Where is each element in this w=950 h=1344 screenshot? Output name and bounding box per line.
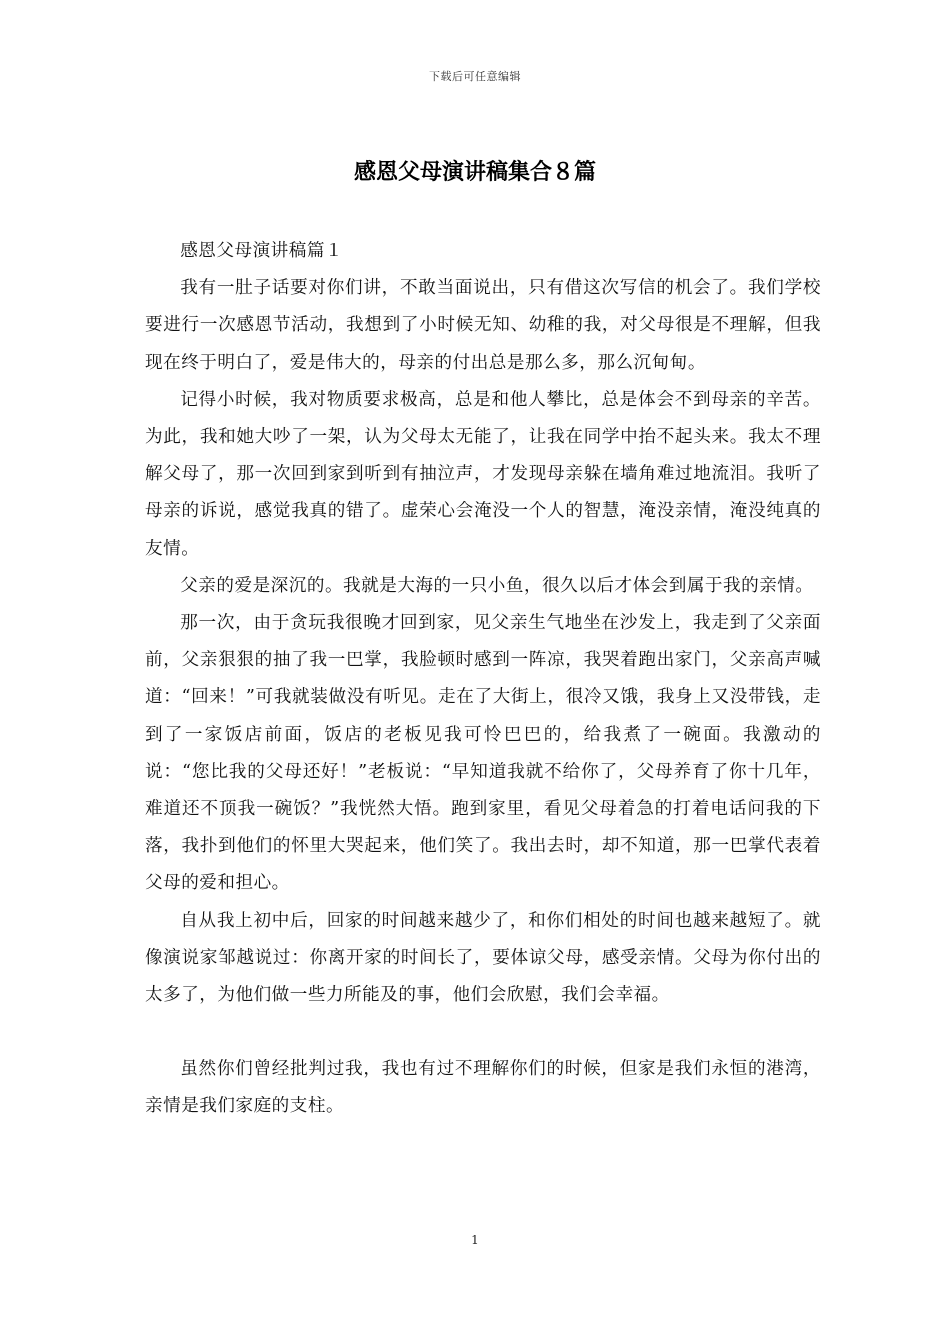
document-body xyxy=(145,233,821,1126)
paragraph: 那一次，由于贪玩我很晚才回到家，见父亲生气地坐在沙发上，我走到了父亲面前，父亲狠狠的抽了我一巴掌，我脸顿时感到一阵凉，我哭着跑出家门，父亲高声喊道：“回来！”可我就装做没有听见。走在了大街上，很冷又饿，我身上又没带钱，走到了一家饭店前面，饭店的老板见我可怜巴巴的，给我煮了一碗面。我激动的说：“您比我的父母还好！”老板说：“早知道我就不给你了，父母养育了你十几年，难道还不顶我一碗饭？”我恍然大悟。跑到家里，看见父母着急的打着电话问我的下落，我扑到他们的怀里大哭起来，他们笑了。我出去时，却不知道，那一巴掌代表着父母的爱和担心。 xyxy=(145,613,821,894)
paragraph: 我有一肚子话要对你们讲，不敢当面说出，只有借这次写信的机会了。我们学校要进行一次感恩节活动，我想到了小时候无知、幼稚的我，对父母很是不理解，但我现在终于明白了，爱是伟大的，母亲的付出总是那么多，那么沉甸甸。 xyxy=(145,278,821,373)
paragraph: 记得小时候，我对物质要求极高，总是和他人攀比，总是体会不到母亲的辛苦。为此，我和她大吵了一架，认为父母太无能了，让我在同学中抬不起头来。我太不理解父母了，那一次回到家到听到有抽泣声，才发现母亲躲在墙角难过地流泪。我听了母亲的诉说，感觉我真的错了。虚荣心会淹没一个人的智慧，淹没亲情，淹没纯真的友情。 xyxy=(145,389,821,559)
header-note: 下载后可任意编辑 xyxy=(429,70,521,83)
document-title: 感恩父母演讲稿集合８篇 xyxy=(353,160,596,185)
page-number: 1 xyxy=(471,1233,479,1247)
paragraph: 父亲的爱是深沉的。我就是大海的一只小鱼，很久以后才体会到属于我的亲情。 xyxy=(180,575,814,596)
paragraph: 自从我上初中后，回家的时间越来越少了，和你们相处的时间也越来越短了。就像演说家邹越说过：你离开家的时间长了，要体谅父母，感受亲情。父母为你付出的太多了，为他们做一些力所能及的事，他们会欣慰，我们会幸福。 xyxy=(145,910,821,1006)
section-heading: 感恩父母演讲稿篇１ xyxy=(180,241,344,261)
paragraph: 虽然你们曾经批判过我，我也有过不理解你们的时候，但家是我们永恒的港湾，亲情是我们家庭的支柱。 xyxy=(145,1059,821,1117)
